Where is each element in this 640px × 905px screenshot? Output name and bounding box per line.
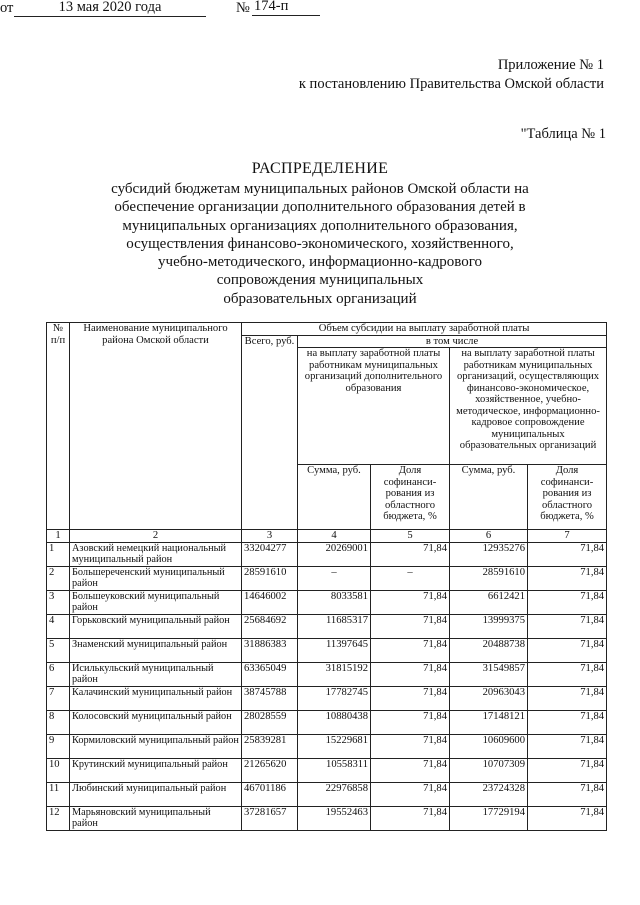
table-row — [47, 686, 607, 710]
district-name: Исилькульский муниципальный район — [70, 662, 242, 686]
sum-a: 20269001 — [298, 542, 371, 566]
header-num: № п/п — [47, 323, 70, 530]
col-number: 6 — [450, 530, 528, 543]
header-including: в том числе — [298, 335, 607, 348]
sum-b: 17729194 — [450, 806, 528, 830]
col-number: 7 — [528, 530, 607, 543]
share-b: 71,84 — [528, 590, 607, 614]
sum-a: 10880438 — [298, 710, 371, 734]
table-row — [47, 806, 607, 830]
sum-b: 10609600 — [450, 734, 528, 758]
sum-a: 31815192 — [298, 662, 371, 686]
col-number: 5 — [371, 530, 450, 543]
row-number: 11 — [47, 782, 70, 806]
total-amount: 28028559 — [242, 710, 298, 734]
sum-a: 11397645 — [298, 638, 371, 662]
sum-b: 12935276 — [450, 542, 528, 566]
subtitle-line: муниципальных организациях дополнительного образования, — [122, 217, 518, 234]
sum-b: 20488738 — [450, 638, 528, 662]
row-number: 10 — [47, 758, 70, 782]
sum-a: 19552463 — [298, 806, 371, 830]
share-a: 71,84 — [371, 710, 450, 734]
total-amount: 37281657 — [242, 806, 298, 830]
share-b: 71,84 — [528, 710, 607, 734]
subtitle-line: учебно-методического, информационно-кадрового — [158, 254, 482, 271]
share-a: 71,84 — [371, 662, 450, 686]
sum-b: 20963043 — [450, 686, 528, 710]
row-number: 7 — [47, 686, 70, 710]
district-name: Кормиловский муниципальный район — [70, 734, 242, 758]
table-row — [47, 710, 607, 734]
share-b: 71,84 — [528, 686, 607, 710]
resolution-date: 13 мая 2020 года — [14, 0, 206, 17]
share-a: 71,84 — [371, 758, 450, 782]
document-title: РАСПРЕДЕЛЕНИЕ — [251, 160, 389, 177]
table-row — [47, 782, 607, 806]
table-row — [47, 542, 607, 566]
share-a: – — [371, 566, 450, 590]
subtitle-line: обеспечение организации дополнительного образования детей в — [114, 199, 526, 216]
table-row — [47, 614, 607, 638]
header-total: Всего, руб. — [242, 335, 298, 530]
share-b: 71,84 — [528, 614, 607, 638]
sum-b: 31549857 — [450, 662, 528, 686]
share-b: 71,84 — [528, 782, 607, 806]
row-number: 1 — [47, 542, 70, 566]
total-amount: 21265620 — [242, 758, 298, 782]
header-sum-b: Сумма, руб. — [450, 465, 528, 530]
resolution-number: 174-п — [252, 0, 320, 16]
total-amount: 25839281 — [242, 734, 298, 758]
sum-b: 6612421 — [450, 590, 528, 614]
header-sum-a: Сумма, руб. — [298, 465, 371, 530]
share-b: 71,84 — [528, 806, 607, 830]
resolution-line: к постановлению Правительства Омской области — [298, 76, 604, 92]
total-amount: 31886383 — [242, 638, 298, 662]
share-b: 71,84 — [528, 638, 607, 662]
share-b: 71,84 — [528, 758, 607, 782]
share-a: 71,84 — [371, 638, 450, 662]
subtitle-line: субсидий бюджетам муниципальных районов Омской области на — [111, 181, 529, 197]
share-a: 71,84 — [371, 734, 450, 758]
share-a: 71,84 — [371, 614, 450, 638]
sum-a: 15229681 — [298, 734, 371, 758]
share-a: 71,84 — [371, 542, 450, 566]
total-amount: 46701186 — [242, 782, 298, 806]
row-number: 12 — [47, 806, 70, 830]
sum-a: 17782745 — [298, 686, 371, 710]
table-row — [47, 734, 607, 758]
sum-a: 10558311 — [298, 758, 371, 782]
district-name: Большеуковский муниципальный район — [70, 590, 242, 614]
district-name: Колосовский муниципальный район — [70, 710, 242, 734]
share-b: 71,84 — [528, 566, 607, 590]
sum-b: 10707309 — [450, 758, 528, 782]
row-number: 2 — [47, 566, 70, 590]
header-group-a: на выплату заработной платы работникам муниципальных организаций дополнительного образования — [298, 348, 450, 465]
district-name: Крутинский муниципальный район — [70, 758, 242, 782]
sum-a: 11685317 — [298, 614, 371, 638]
total-amount: 63365049 — [242, 662, 298, 686]
total-amount: 28591610 — [242, 566, 298, 590]
district-name: Марьяновский муниципальный район — [70, 806, 242, 830]
sum-b: 28591610 — [450, 566, 528, 590]
from-label: от — [0, 0, 14, 16]
row-number: 6 — [47, 662, 70, 686]
header-share-a: Доля софинанси-рования из областного бюджета, % — [371, 465, 450, 530]
total-amount: 25684692 — [242, 614, 298, 638]
column-number-row — [47, 530, 607, 543]
share-a: 71,84 — [371, 806, 450, 830]
header-share-b: Доля софинанси-рования из областного бюджета, % — [528, 465, 607, 530]
col-number: 3 — [242, 530, 298, 543]
table-row — [47, 566, 607, 590]
document-subtitle — [100, 180, 540, 308]
row-number: 9 — [47, 734, 70, 758]
district-name: Любинский муниципальный район — [70, 782, 242, 806]
subtitle-line: осуществления финансово-экономического, хозяйственного, — [126, 235, 514, 252]
share-a: 71,84 — [371, 686, 450, 710]
header-row — [47, 323, 607, 336]
row-number: 5 — [47, 638, 70, 662]
total-amount: 14646002 — [242, 590, 298, 614]
row-number: 8 — [47, 710, 70, 734]
share-a: 71,84 — [371, 782, 450, 806]
subtitle-line: образовательных организаций — [223, 290, 417, 307]
sum-b: 17148121 — [450, 710, 528, 734]
table-note: "Таблица № 1 — [520, 126, 606, 142]
table-row — [47, 590, 607, 614]
sum-b: 23724328 — [450, 782, 528, 806]
col-number: 4 — [298, 530, 371, 543]
sum-a: – — [298, 566, 371, 590]
header-volume: Объем субсидии на выплату заработной платы — [242, 323, 607, 336]
district-name: Знаменский муниципальный район — [70, 638, 242, 662]
share-a: 71,84 — [371, 590, 450, 614]
district-name: Калачинский муниципальный район — [70, 686, 242, 710]
number-label: № — [236, 0, 250, 16]
total-amount: 38745788 — [242, 686, 298, 710]
row-number: 4 — [47, 614, 70, 638]
col-number: 1 — [47, 530, 70, 543]
share-b: 71,84 — [528, 662, 607, 686]
district-name: Горьковский муниципальный район — [70, 614, 242, 638]
share-b: 71,84 — [528, 734, 607, 758]
table-row — [47, 758, 607, 782]
table-row — [47, 638, 607, 662]
table-row — [47, 662, 607, 686]
share-b: 71,84 — [528, 542, 607, 566]
sum-a: 22976858 — [298, 782, 371, 806]
sum-b: 13999375 — [450, 614, 528, 638]
header-group-b: на выплату заработной платы работникам муниципальных организаций, осуществляющих финансово-экономическое, хозяйственное, учебно-методическое, информационно-кадровое сопровождение муниципальных образовательных организаций — [450, 348, 607, 465]
row-number: 3 — [47, 590, 70, 614]
subtitle-line: сопровождения муниципальных — [216, 272, 424, 289]
appendix-label: Приложение № 1 — [497, 57, 604, 73]
total-amount: 33204277 — [242, 542, 298, 566]
col-number: 2 — [70, 530, 242, 543]
subsidy-table — [46, 322, 607, 831]
district-name: Большереченский муниципальный район — [70, 566, 242, 590]
sum-a: 8033581 — [298, 590, 371, 614]
header-name: Наименование муниципального района Омской области — [70, 323, 242, 530]
district-name: Азовский немецкий национальный муниципальный район — [70, 542, 242, 566]
